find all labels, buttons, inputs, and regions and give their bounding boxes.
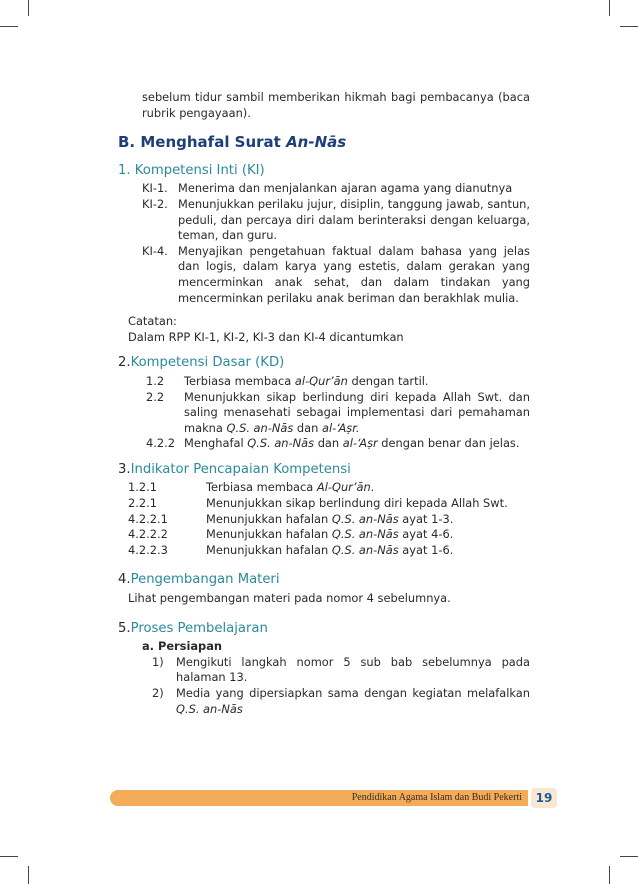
section-5-heading: 5.Proses Pembelajaran — [118, 620, 268, 636]
section-3-heading: 3.Indikator Pencapaian Kompetensi — [118, 461, 351, 477]
crop-mark — [609, 0, 610, 16]
intro-paragraph: sebelum tidur sambil memberikan hikmah bagi pembacanya (baca rubrik pengayaan). — [142, 90, 530, 120]
subsection-persiapan: a. Persiapan — [142, 639, 222, 654]
step-item: 2) Media yang dipersiapkan sama dengan kegiatan melafalkan Q.S. an-Nās — [152, 686, 530, 716]
section-2-heading: 2.Kompetensi Dasar (KD) — [118, 355, 285, 371]
section-4-heading: 4.Pengembangan Materi — [118, 572, 280, 588]
crop-mark — [609, 866, 610, 884]
step-item: 1) Mengikuti langkah nomor 5 sub bab sebelumnya pada halaman 13. — [152, 654, 530, 685]
footer-book-title: Pendidikan Agama Islam dan Budi Pekerti — [351, 792, 522, 803]
crop-mark — [28, 866, 29, 884]
indicator-item: 2.2.1 Menunjukkan sikap berlindung diri kepada Allah Swt. — [128, 496, 508, 511]
kd-item: 2.2 Menunjukkan sikap berlindung diri kepada Allah Swt. dan saling menasehati sebagai implementasi dari pemahaman makna Q.S. an-Nās dan al-‘Aṣr. — [146, 389, 530, 435]
crop-mark — [28, 0, 29, 16]
section-b-heading: B. Menghafal Surat An-Nās — [118, 133, 347, 152]
crop-mark — [0, 856, 18, 857]
indicator-item: 4.2.2.3 Menunjukkan hafalan Q.S. an-Nās ayat 1-6. — [128, 542, 454, 557]
ki-item: KI-4. Menyajikan pengetahuan faktual dalam bahasa yang jelas dan logis, dalam karya yang estetis, dalam gerakan yang mencerminkan anak sehat, dan dalam tindakan yang mencerminkan perilaku anak beriman dan berakhlak mulia. — [142, 243, 530, 305]
kd-item: 4.2.2 Menghafal Q.S. an-Nās dan al-‘Aṣr dengan benar dan jelas. — [146, 436, 520, 451]
note — [128, 314, 530, 345]
indicator-item: 4.2.2.1 Menunjukkan hafalan Q.S. an-Nās ayat 1-3. — [128, 511, 454, 526]
ki-item: KI-2. Menunjukkan perilaku jujur, disiplin, tanggung jawab, santun, peduli, dan percaya diri dalam berinteraksi dengan keluarga, teman, dan guru. — [142, 196, 530, 243]
note-text: Dalam RPP KI-1, KI-2, KI-3 dan KI-4 dicantumkan — [128, 329, 404, 344]
page-number: 19 — [531, 788, 557, 808]
crop-mark — [620, 26, 638, 27]
indicator-item: 4.2.2.2 Menunjukkan hafalan Q.S. an-Nās ayat 4-6. — [128, 527, 454, 542]
kd-item: 1.2 Terbiasa membaca al-Qur’ān dengan tartil. — [146, 373, 429, 388]
ki-item: KI-1. Menerima dan menjalankan ajaran agama yang dianutnya — [142, 181, 513, 196]
page-content — [118, 90, 530, 717]
indicator-item: 1.2.1 Terbiasa membaca Al-Qur’ān. — [128, 480, 375, 495]
section-4-text: Lihat pengembangan materi pada nomor 4 sebelumnya. — [128, 591, 451, 606]
crop-mark — [620, 856, 638, 857]
section-1-heading: 1. Kompetensi Inti (KI) — [118, 162, 265, 178]
note-label: Catatan: — [128, 314, 177, 329]
crop-mark — [0, 26, 18, 27]
